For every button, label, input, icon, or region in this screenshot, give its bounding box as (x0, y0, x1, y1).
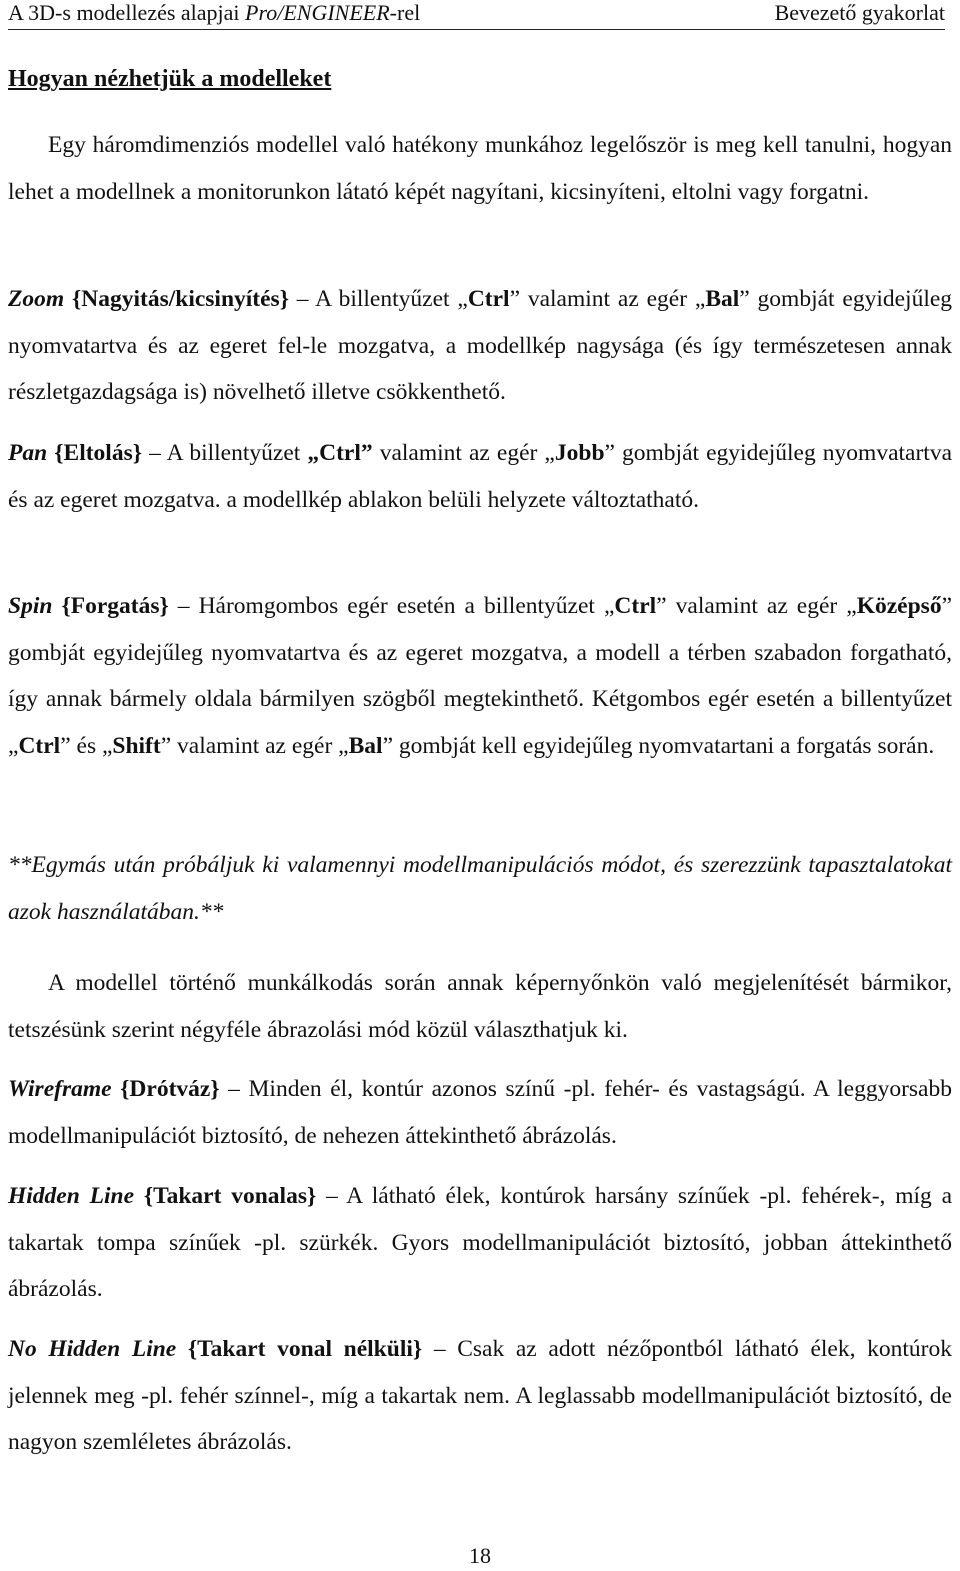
no-hidden-line-term: No Hidden Line (8, 1336, 177, 1362)
zoom-text-3: ” gombját egyidejűleg nyomvatartva és az egeret fel-le mozgatva, a modellkép nagysága (és így természetesen annak részletgazdagsága is) növelhető illetve csökkenthető. (8, 286, 953, 406)
practice-note: **Egymás után próbáljuk ki valamennyi modellmanipulációs módot, és szerezzünk tapasztalatokat azok használatában.** (8, 852, 952, 925)
zoom-key-1: Ctrl (467, 286, 510, 312)
intro-paragraph: Egy háromdimenziós modellel való hatékony munkához legelőször is meg kell tanulni, hogyan lehet a modellnek a monitorunkon látató képét nagyítani, kicsinyíteni, eltolni vagy forgatni. (8, 132, 952, 205)
page-number: 18 (469, 1543, 491, 1568)
wireframe-term: Wireframe (8, 1076, 112, 1102)
spin-text-4: ” és „ (60, 733, 113, 760)
zoom-key-2: Bal (705, 286, 740, 312)
header-product-name: Pro/ENGINEER (245, 0, 390, 25)
header-right: Bevezető gyakorlat (774, 0, 945, 25)
hidden-line-text: – A látható élek, kontúrok harsány színűek -pl. fehérek-, míg a takartak tompa színűek -pl. szürkék. Gyors modellmanipulációt biztosító, jobban áttekinthető ábrázolás. (8, 1183, 952, 1303)
pan-key-1: „Ctrl” (307, 440, 373, 466)
no-hidden-line-text: – Csak az adott nézőpontból látható élek, kontúrok jelennek meg -pl. fehér színnel-, míg a takartak nem. A leglassabb modellmanipulációt biztosító, de nagyon szemléletes ábrázolás. (8, 1336, 952, 1456)
header-left-suffix: -rel (389, 0, 421, 25)
spin-hu: {Forgatás} (61, 593, 169, 619)
display-intro-paragraph: A modellel történő munkálkodás során annak képernyőnkön való megjelenítését bármikor, tetszésünk szerint négyféle ábrazolási mód közül választhatjuk ki. (8, 970, 952, 1043)
pan-text-2: valamint az egér „ (372, 440, 555, 466)
pan-hu: {Eltolás} (54, 440, 142, 466)
spin-key-2: Középső (856, 593, 942, 619)
no-hidden-line-hu: {Takart vonal nélküli} (187, 1336, 423, 1362)
header-left (8, 0, 420, 26)
spin-text-6: ” gombját kell egyidejűleg nyomvatartani a forgatás során. (382, 733, 935, 760)
pan-term: Pan (8, 440, 48, 466)
pan-key-2: Jobb (554, 440, 605, 466)
running-header (8, 0, 945, 30)
zoom-paragraph (8, 276, 952, 416)
spin-text-5: ” valamint az egér „ (160, 733, 349, 760)
hidden-line-hu: {Takart vonalas} (143, 1183, 317, 1209)
spin-term: Spin (8, 593, 53, 619)
hidden-line-paragraph (8, 1173, 952, 1313)
wireframe-paragraph (8, 1066, 952, 1159)
spin-text-1: – Háromgombos egér esetén a billentyűzet „ (168, 593, 615, 619)
spin-text-3: ” gombját egyidejűleg nyomvatartva és az egeret mozgatva, a modell a térben szabadon forgatható, így annak bármely oldala bármilyen szögből megtekinthető. Kétgombos egér esetén a billentyűzet „ (8, 593, 953, 760)
zoom-text-2: ” valamint az egér „ (509, 286, 706, 312)
pan-paragraph (8, 430, 952, 523)
wireframe-text: – Minden él, kontúr azonos színű -pl. fehér- és vastagságú. A leggyorsabb modellmanipulációt biztosító, de nehezen áttekinthető ábrázolás. (8, 1076, 952, 1149)
hidden-line-term: Hidden Line (8, 1183, 134, 1209)
spin-key-3: Ctrl (18, 733, 61, 760)
no-hidden-line-paragraph (8, 1326, 952, 1466)
section-title: Hogyan nézhetjük a modelleket (8, 66, 332, 92)
zoom-term: Zoom (8, 286, 65, 312)
spin-key-5: Bal (348, 733, 383, 760)
zoom-hu: {Nagyitás/kicsinyítés} (71, 286, 289, 312)
wireframe-hu: {Drótváz} (120, 1076, 220, 1102)
spin-key-1: Ctrl (614, 593, 657, 619)
spin-text-2: ” valamint az egér „ (656, 593, 857, 619)
header-left-text: A 3D-s modellezés alapjai (8, 0, 246, 25)
pan-text-1: – A billentyűzet (142, 440, 308, 466)
spin-paragraph (8, 583, 952, 770)
zoom-text-1: – A billentyűzet „ (288, 286, 468, 312)
pan-text-3: ” gombját egyidejűleg nyomvatartva és az egeret mozgatva. a modellkép ablakon belüli helyzete változtatható. (8, 440, 953, 513)
spin-key-4: Shift (112, 733, 161, 760)
